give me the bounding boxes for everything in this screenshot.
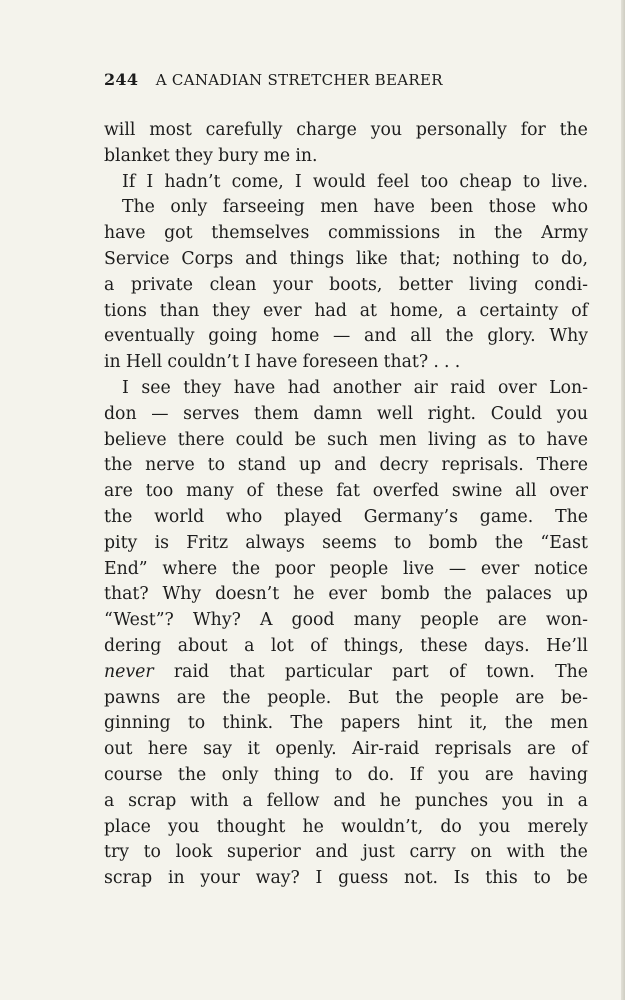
text-line: believe there could be such men living as to have [104,429,588,450]
page-number: 244 [104,70,139,89]
text-line: will most carefully charge you personally for the [104,120,588,140]
text-line: blanket they bury me in. [104,145,318,166]
text-line: course the only thing to do. If you are having [104,764,588,785]
text-line: that? Why doesn’t he ever bomb the palaces up [104,584,588,605]
text-line: End” where the poor people live — ever notice [104,558,588,579]
text-line: in Hell couldn’t I have foreseen that? . . . [104,352,461,373]
page-edge-shadow [621,0,625,1000]
text-line: pity is Fritz always seems to bomb the “East [104,532,588,553]
text-line: a private clean your boots, better living condi- [104,274,588,295]
text-line: The only farseeing men have been those who [122,197,588,218]
text-line: the nerve to stand up and decry reprisals. There [104,455,588,476]
text-line: don — serves them damn well right. Could you [104,403,588,424]
text-line: eventually going home — and all the glory. Why [104,326,588,347]
text-line: If I hadn’t come, I would feel too cheap to live. [122,171,588,192]
text-line: scrap in your way? I guess not. Is this to be [104,868,588,889]
text-line: dering about a lot of things, these days. He’ll [104,635,588,656]
text-line: the world who played Germany’s game. The [104,506,588,527]
text-line: I see they have had another air raid over Lon- [122,377,588,398]
text-line: Service Corps and things like that; nothing to do, [104,248,588,269]
text-line: out here say it openly. Air-raid reprisals are of [104,739,588,760]
running-title: A CANADIAN STRETCHER BEARER [155,71,443,89]
body-text [104,118,588,892]
text-line: never raid that particular part of town. The [104,661,588,682]
text-line: “West”? Why? A good many people are won- [104,610,588,631]
text-line: are too many of these fat overfed swine all over [104,481,588,502]
text-line: a scrap with a fellow and he punches you in a [104,790,588,811]
text-line: try to look superior and just carry on with the [104,842,588,863]
text-line: pawns are the people. But the people are be- [104,687,588,708]
text-line: ginning to think. The papers hint it, the men [104,713,588,734]
text-line: tions than they ever had at home, a certainty of [104,300,588,321]
running-head [104,70,586,89]
text-line: place you thought he wouldn’t, do you merely [104,816,588,837]
text-line: have got themselves commissions in the Army [104,223,588,244]
